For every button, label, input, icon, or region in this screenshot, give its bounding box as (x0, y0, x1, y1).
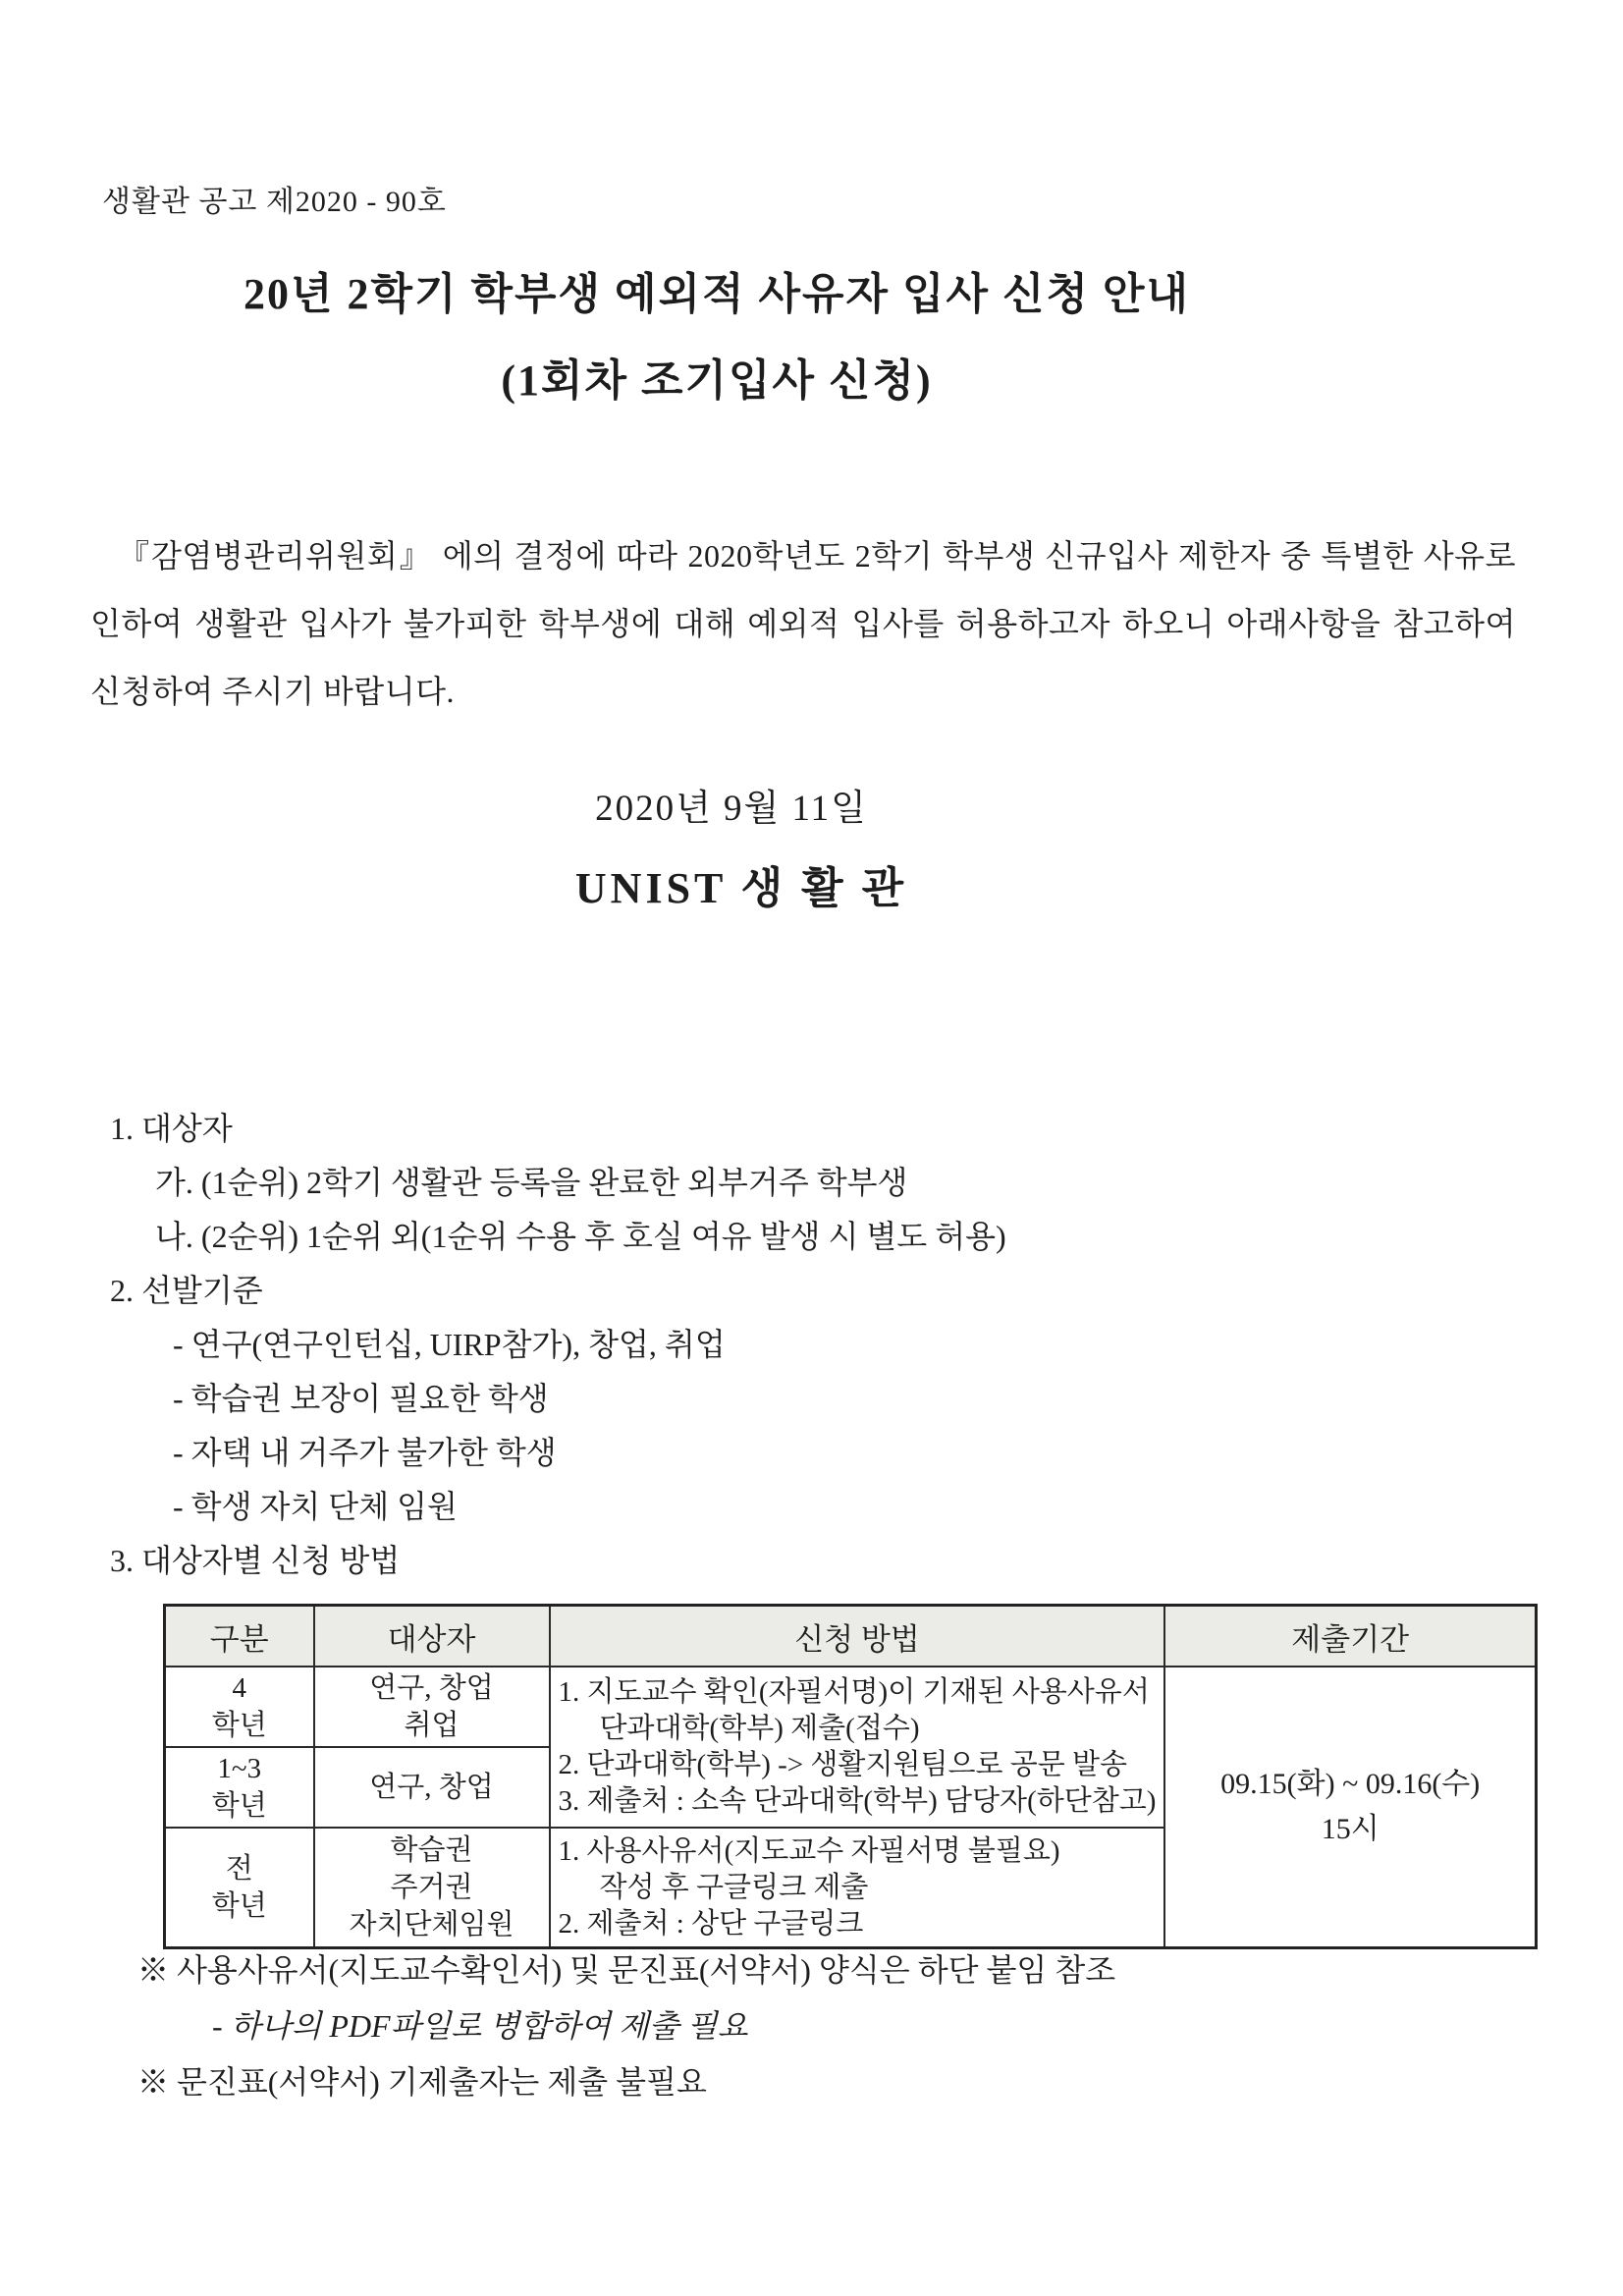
target-line: 취업 (404, 1710, 460, 1741)
header-gubun: 구분 (165, 1606, 314, 1667)
grade-line: 학년 (211, 1710, 267, 1741)
section-2-item: - 학생 자치 단체 임원 (173, 1489, 458, 1524)
grade-cell (165, 1828, 314, 1948)
method-cell-upper (550, 1667, 1165, 1828)
method-cell-lower (550, 1828, 1165, 1948)
note-line: ※ 사용사유서(지도교수확인서) 및 문진표(서약서) 양식은 하단 붙임 참조 (137, 1952, 1116, 1988)
target-cell (314, 1747, 550, 1828)
method-line: 단과대학(학부) 제출(접수) (599, 1713, 920, 1744)
content-list (110, 1102, 1006, 1588)
issuer: UNIST 생 활 관 (574, 864, 908, 912)
grade-line: 1~3 (217, 1753, 262, 1784)
section-2-item: - 연구(연구인턴십, UIRP참가), 창업, 취업 (173, 1327, 726, 1362)
target-line: 자치단체임원 (349, 1909, 514, 1941)
period-cell (1164, 1667, 1536, 1948)
section-2-heading: 2. 선발기준 (110, 1273, 263, 1308)
method-line: 작성 후 구글링크 제출 (599, 1871, 869, 1903)
note-line: ※ 문진표(서약서) 기제출자는 제출 불필요 (137, 2064, 707, 2100)
method-line: 2. 단과대학(학부) -> 생활지원팀으로 공문 발송 (558, 1749, 1128, 1780)
method-line: 1. 사용사유서(지도교수 자필서명 불필요) (558, 1834, 1060, 1867)
period-line: 09.15(화) ~ 09.16(수) (1220, 1768, 1481, 1800)
target-line: 학습권 (390, 1834, 473, 1866)
grade-cell (165, 1747, 314, 1828)
note-line-sub: - 하나의 PDF파일로 병합하여 제출 필요 (212, 2008, 748, 2044)
table-header-row (165, 1606, 1537, 1667)
section-3-heading: 3. 대상자별 신청 방법 (110, 1543, 401, 1578)
title-line-1: 20년 2학기 학부생 예외적 사유자 입사 신청 안내 (243, 270, 1191, 318)
method-line: 2. 제출처 : 상단 구글링크 (558, 1907, 864, 1940)
notice-number: 생활관 공고 제2020 - 90호 (102, 186, 447, 218)
grade-line: 학년 (211, 1790, 267, 1822)
target-line: 연구, 창업 (369, 1772, 494, 1803)
footnotes (137, 1942, 1115, 2110)
target-cell (314, 1667, 550, 1747)
grade-cell (165, 1667, 314, 1747)
target-line: 주거권 (390, 1872, 473, 1903)
section-1-item: 가. (1순위) 2학기 생활관 등록을 완료한 외부거주 학부생 (155, 1165, 908, 1200)
section-2-item: - 학습권 보장이 필요한 학생 (173, 1381, 549, 1416)
header-method: 신청 방법 (550, 1606, 1165, 1667)
grade-line: 학년 (211, 1890, 267, 1922)
body-paragraph: 『감염병관리위원회』 에의 결정에 따라 2020학년도 2학기 학부생 신규입사 제한자 중 특별한 사유로 인하여 생활관 입사가 불가피한 학부생에 대해 예외적 입사를 허용하고자 하오니 아래사항을 참고하여 신청하여 주시기 바랍니다. (90, 538, 1516, 709)
section-2-item: - 자택 내 거주가 불가한 학생 (173, 1435, 557, 1470)
table-row (165, 1667, 1537, 1747)
target-cell (314, 1828, 550, 1948)
section-1-item: 나. (2순위) 1순위 외(1순위 수용 후 호실 여유 발생 시 별도 허용) (155, 1219, 1006, 1254)
issue-date: 2020년 9월 11일 (595, 789, 868, 829)
header-period: 제출기간 (1164, 1606, 1536, 1667)
target-line: 연구, 창업 (369, 1672, 494, 1704)
grade-line: 전 (225, 1853, 253, 1885)
application-method-table (163, 1604, 1538, 1949)
method-line: 3. 제출처 : 소속 단과대학(학부) 담당자(하단참고) (558, 1785, 1157, 1817)
title-line-2: (1회차 조기입사 신청) (501, 356, 933, 405)
period-line: 15시 (1321, 1813, 1380, 1845)
method-line: 1. 지도교수 확인(자필서명)이 기재된 사용사유서 (558, 1676, 1150, 1708)
grade-line: 4 (232, 1672, 246, 1704)
header-target: 대상자 (314, 1606, 550, 1667)
document-title (0, 251, 1434, 424)
section-1-heading: 1. 대상자 (110, 1111, 233, 1146)
